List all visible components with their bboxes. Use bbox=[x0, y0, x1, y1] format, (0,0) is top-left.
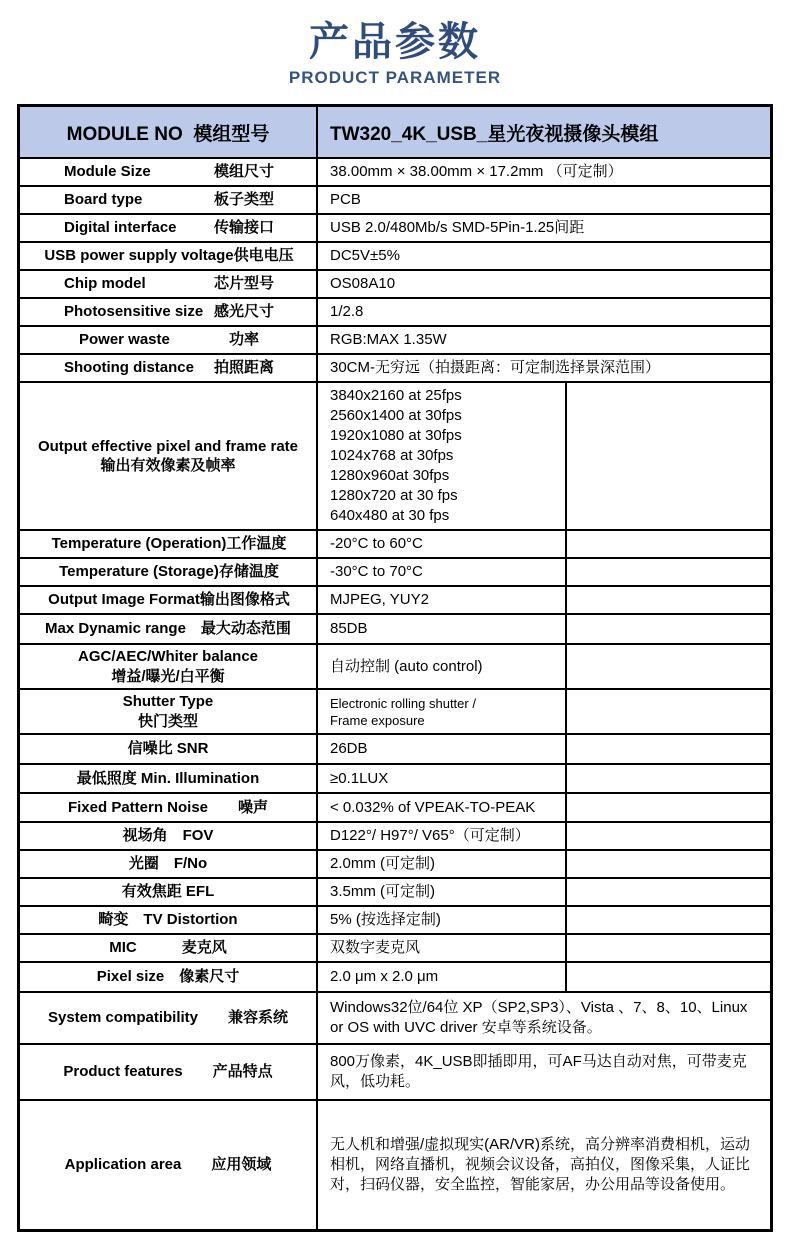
row-label-en: Power waste bbox=[78, 331, 170, 349]
table-row bbox=[20, 269, 770, 297]
row-label bbox=[20, 383, 316, 529]
row-label bbox=[20, 935, 316, 961]
spec-table bbox=[17, 104, 773, 1232]
table-row bbox=[20, 933, 770, 961]
row-empty-cell bbox=[565, 907, 770, 933]
row-label-line: MIC 麦克风 bbox=[109, 939, 227, 957]
row-label bbox=[20, 215, 316, 241]
table-row bbox=[20, 297, 770, 325]
table-row bbox=[20, 1043, 770, 1099]
row-label-en: Temperature (Operation) bbox=[51, 535, 227, 553]
row-label-line: 最低照度 Min. Illumination bbox=[76, 769, 260, 787]
table-header-row bbox=[20, 107, 770, 157]
row-empty-cell bbox=[565, 851, 770, 877]
row-empty-cell bbox=[565, 559, 770, 585]
row-label-en: Photosensitive size bbox=[63, 303, 204, 321]
row-label-zh: 感光尺寸 bbox=[213, 303, 274, 321]
row-label-zh: 供电电压 bbox=[233, 247, 294, 265]
row-value-line: USB 2.0/480Mb/s SMD-5Pin-1.25间距 bbox=[330, 219, 585, 236]
row-label-zh: 传输接口 bbox=[213, 219, 274, 237]
row-label bbox=[20, 271, 316, 297]
row-label bbox=[20, 645, 316, 688]
row-label bbox=[20, 187, 316, 213]
row-value-line: 85DB bbox=[330, 620, 368, 637]
row-value bbox=[316, 187, 770, 213]
row-value-line: OS08A10 bbox=[330, 275, 396, 292]
row-value bbox=[316, 735, 565, 763]
row-label-line: 有效焦距 EFL bbox=[121, 883, 215, 901]
row-label-zh: 模组尺寸 bbox=[213, 163, 274, 181]
row-label bbox=[20, 907, 316, 933]
row-label bbox=[20, 1101, 316, 1229]
row-label-line: System compatibility 兼容系统 bbox=[47, 1009, 289, 1027]
row-value-line: DC5V±5% bbox=[330, 247, 400, 264]
row-empty-cell bbox=[565, 615, 770, 643]
row-label-zh: 存储温度 bbox=[218, 563, 279, 581]
row-value bbox=[316, 1101, 770, 1229]
row-label-en: Board type bbox=[63, 191, 143, 209]
row-value-line: Windows32位/64位 XP（SP2,SP3）、Vista 、7、8、10、Linux or OS with UVC driver 安卓等系统设备。 bbox=[330, 999, 748, 1036]
row-label-line: AGC/AEC/Whiter balance bbox=[77, 648, 259, 665]
row-label-line: Fixed Pattern Noise 噪声 bbox=[67, 798, 269, 816]
row-label bbox=[20, 794, 316, 821]
row-value-line: 2560x1400 at 30fps bbox=[330, 407, 462, 424]
row-value-line: 640x480 at 30 fps bbox=[330, 507, 450, 524]
table-row bbox=[20, 241, 770, 269]
row-value bbox=[316, 794, 565, 821]
row-empty-cell bbox=[565, 587, 770, 613]
row-label-line: Pixel size 像素尺寸 bbox=[96, 968, 240, 986]
row-label bbox=[20, 355, 316, 381]
table-row bbox=[20, 763, 770, 792]
row-value-line: 2.0mm (可定制) bbox=[330, 855, 436, 872]
table-header-value: TW320_4K_USB_星光夜视摄像头模组 bbox=[316, 107, 770, 157]
table-row bbox=[20, 353, 770, 381]
row-label-zh: 拍照距离 bbox=[213, 359, 274, 377]
row-label-line: 输出有效像素及帧率 bbox=[100, 457, 236, 474]
row-label bbox=[20, 993, 316, 1043]
row-value-line: -30°C to 70°C bbox=[330, 563, 423, 580]
row-value bbox=[316, 531, 565, 557]
row-value-line: 3.5mm (可定制) bbox=[330, 883, 436, 900]
table-row bbox=[20, 849, 770, 877]
page-header bbox=[0, 0, 790, 88]
row-value bbox=[316, 587, 565, 613]
row-value bbox=[316, 327, 770, 353]
row-value-line: MJPEG, YUY2 bbox=[330, 591, 429, 608]
row-label-zh: 工作温度 bbox=[226, 535, 287, 553]
row-label-line: 光圈 F/No bbox=[128, 855, 208, 873]
row-value bbox=[316, 159, 770, 185]
table-row bbox=[20, 821, 770, 849]
row-value-line: 1/2.8 bbox=[330, 303, 364, 320]
row-empty-cell bbox=[565, 765, 770, 792]
table-row bbox=[20, 733, 770, 763]
table-row bbox=[20, 1099, 770, 1229]
row-label-zh: 板子类型 bbox=[213, 191, 274, 209]
row-value-line: 38.00mm × 38.00mm × 17.2mm （可定制） bbox=[330, 163, 623, 180]
row-value bbox=[316, 559, 565, 585]
table-row bbox=[20, 905, 770, 933]
table-row bbox=[20, 991, 770, 1043]
row-value bbox=[316, 993, 770, 1043]
table-row bbox=[20, 585, 770, 613]
row-value bbox=[316, 271, 770, 297]
row-label-line: 增益/曝光/白平衡 bbox=[111, 667, 225, 685]
row-value bbox=[316, 615, 565, 643]
row-label bbox=[20, 1045, 316, 1099]
row-label bbox=[20, 159, 316, 185]
row-value-line: 26DB bbox=[330, 740, 368, 757]
row-value bbox=[316, 907, 565, 933]
row-label-zh: 功率 bbox=[228, 331, 259, 349]
row-empty-cell bbox=[565, 645, 770, 688]
row-value bbox=[316, 879, 565, 905]
table-row bbox=[20, 529, 770, 557]
row-value bbox=[316, 851, 565, 877]
table-row bbox=[20, 213, 770, 241]
row-value-line: 3840x2160 at 25fps bbox=[330, 387, 462, 404]
table-header-label: MODULE NO 模组型号 bbox=[66, 123, 270, 145]
row-value bbox=[316, 243, 770, 269]
row-value bbox=[316, 690, 565, 733]
row-empty-cell bbox=[565, 794, 770, 821]
row-value-line: 自动控制 (auto control) bbox=[330, 657, 483, 675]
row-value bbox=[316, 823, 565, 849]
row-empty-cell bbox=[565, 735, 770, 763]
row-label bbox=[20, 327, 316, 353]
row-label bbox=[20, 243, 316, 269]
row-label bbox=[20, 690, 316, 733]
row-label-line: Shutter Type bbox=[122, 693, 214, 710]
row-value-line: Electronic rolling shutter / bbox=[330, 695, 476, 711]
row-empty-cell bbox=[565, 531, 770, 557]
row-empty-cell bbox=[565, 935, 770, 961]
row-label bbox=[20, 559, 316, 585]
row-value-line: 双数字麦克风 bbox=[330, 939, 421, 956]
row-empty-cell bbox=[565, 823, 770, 849]
row-label-line: Application area 应用领域 bbox=[64, 1156, 272, 1174]
row-value bbox=[316, 355, 770, 381]
row-value-line: ≥0.1LUX bbox=[330, 769, 389, 787]
row-label bbox=[20, 963, 316, 991]
row-label-en: USB power supply voltage bbox=[44, 247, 234, 265]
row-label bbox=[20, 851, 316, 877]
row-value-line: 2.0 μm x 2.0 μm bbox=[330, 968, 439, 985]
row-label-zh: 芯片型号 bbox=[213, 275, 274, 293]
row-value-line: PCB bbox=[330, 191, 361, 208]
row-label bbox=[20, 531, 316, 557]
row-empty-cell bbox=[565, 963, 770, 991]
row-label-line: Output effective pixel and frame rate bbox=[37, 437, 299, 455]
row-label bbox=[20, 735, 316, 763]
row-value-line: D122°/ H97°/ V65°（可定制） bbox=[330, 827, 530, 844]
row-label-line: Max Dynamic range 最大动态范围 bbox=[45, 620, 291, 638]
row-empty-cell bbox=[565, 690, 770, 733]
row-value bbox=[316, 299, 770, 325]
row-label-line: 快门类型 bbox=[137, 712, 198, 730]
row-value-line: < 0.032% of VPEAK-TO-PEAK bbox=[330, 798, 536, 816]
table-row bbox=[20, 157, 770, 185]
row-label-en: Module Size bbox=[63, 163, 151, 181]
row-value bbox=[316, 935, 565, 961]
table-body bbox=[20, 157, 770, 1229]
table-row bbox=[20, 877, 770, 905]
row-label bbox=[20, 299, 316, 325]
row-label-line: 畸变 TV Distortion bbox=[98, 911, 238, 929]
row-label bbox=[20, 765, 316, 792]
table-row bbox=[20, 961, 770, 991]
row-label bbox=[20, 587, 316, 613]
row-label-line: 信噪比 SNR bbox=[127, 740, 209, 758]
row-value-line: RGB:MAX 1.35W bbox=[330, 331, 447, 348]
row-value-line: 无人机和增强/虚拟现实(AR/VR)系统，高分辨率消费相机，运动相机，网络直播机，视频会议设备，高拍仪，图像采集，人证比对，扫码仪器，安全监控，智能家居，办公用品等设备使用。 bbox=[330, 1136, 751, 1193]
row-value-line: Frame exposure bbox=[330, 712, 425, 728]
row-label-en: Output Image Format bbox=[48, 591, 200, 609]
row-value-line: 800万像素，4K_USB即插即用，可AF马达自动对焦，可带麦克风，低功耗。 bbox=[330, 1053, 747, 1090]
row-label-line: 视场角 FOV bbox=[122, 827, 214, 845]
row-empty-cell bbox=[565, 879, 770, 905]
row-value bbox=[316, 645, 565, 688]
table-row bbox=[20, 613, 770, 643]
row-value-line: 1024x768 at 30fps bbox=[330, 447, 454, 464]
row-value bbox=[316, 1045, 770, 1099]
row-label-en: Temperature (Storage) bbox=[59, 563, 219, 581]
table-row bbox=[20, 185, 770, 213]
row-label bbox=[20, 615, 316, 643]
row-label-en: Digital interface bbox=[63, 219, 177, 237]
row-label-en: Chip model bbox=[63, 275, 146, 293]
row-label-en: Shooting distance bbox=[63, 359, 194, 377]
table-row bbox=[20, 792, 770, 821]
row-label-zh: 输出图像格式 bbox=[199, 591, 290, 609]
row-value-line: 1280x960at 30fps bbox=[330, 467, 450, 484]
row-label bbox=[20, 823, 316, 849]
row-value-line: 30CM-无穷远（拍摄距离：可定制选择景深范围） bbox=[330, 359, 661, 376]
row-value bbox=[316, 963, 565, 991]
row-label-line: Product features 产品特点 bbox=[63, 1063, 273, 1081]
table-row bbox=[20, 381, 770, 529]
row-value bbox=[316, 215, 770, 241]
table-row bbox=[20, 643, 770, 688]
row-value-line: 1920x1080 at 30fps bbox=[330, 427, 462, 444]
row-label bbox=[20, 879, 316, 905]
row-value-line: 5% (按选择定制) bbox=[330, 911, 441, 928]
page-title: 产品参数 bbox=[309, 20, 481, 64]
page-subtitle: PRODUCT PARAMETER bbox=[288, 68, 502, 87]
table-row bbox=[20, 688, 770, 733]
table-row bbox=[20, 557, 770, 585]
row-value-line: -20°C to 60°C bbox=[330, 535, 423, 552]
row-value bbox=[316, 765, 565, 792]
row-value bbox=[316, 383, 565, 529]
row-empty-cell bbox=[565, 383, 770, 529]
row-value-line: 1280x720 at 30 fps bbox=[330, 487, 458, 504]
table-row bbox=[20, 325, 770, 353]
